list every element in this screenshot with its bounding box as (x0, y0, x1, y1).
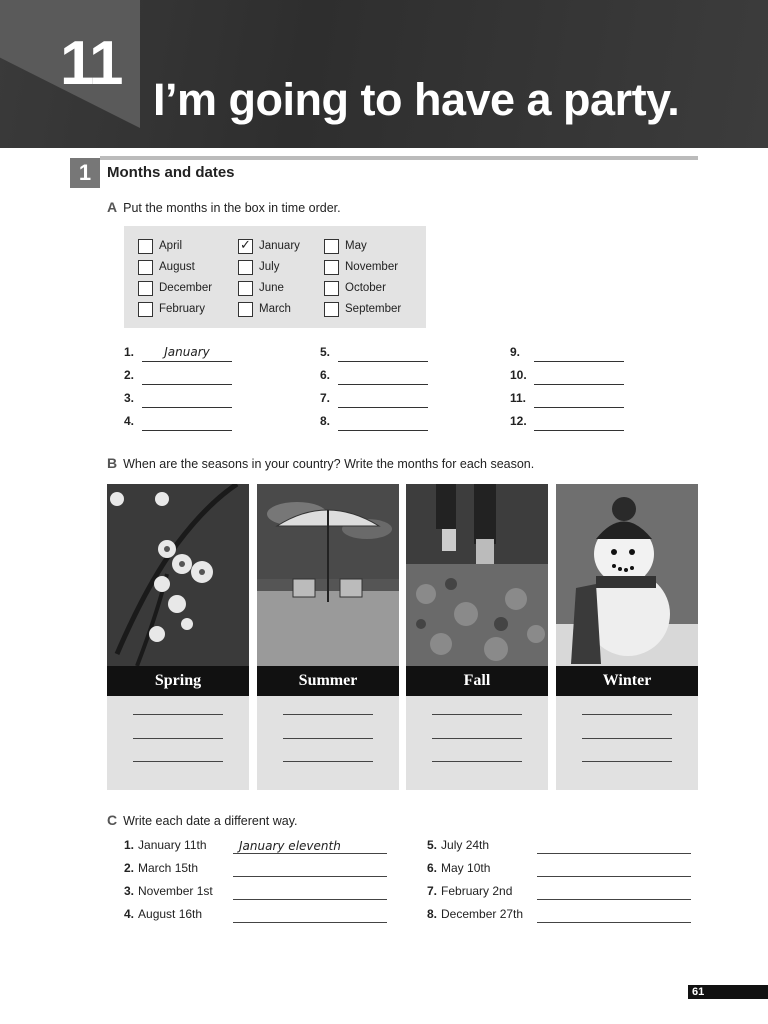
date-number: 7. (427, 884, 438, 898)
date-number: 8. (427, 907, 438, 921)
date-answer-line[interactable]: January eleventh (233, 838, 387, 854)
date-item (124, 838, 207, 852)
section-rule (100, 156, 698, 160)
summer-beach-photo (257, 484, 399, 666)
month-label: May (345, 240, 367, 252)
month-label: April (159, 240, 183, 252)
answer-number: 10. (510, 368, 527, 382)
part-letter: A (107, 199, 118, 215)
date-answer-line[interactable] (537, 838, 691, 854)
answer-number: 12. (510, 414, 527, 428)
unit-banner (0, 0, 768, 148)
answer-line[interactable] (534, 343, 624, 362)
date-number: 6. (427, 861, 438, 875)
section-title: Months and dates (107, 164, 235, 181)
date-number: 2. (124, 861, 135, 875)
date-item (427, 838, 489, 852)
part-letter: C (107, 812, 118, 828)
answer-number: 5. (320, 345, 331, 359)
instruction-text: Put the months in the box in time order. (123, 201, 341, 215)
month-checkbox[interactable] (324, 281, 339, 296)
write-line[interactable] (133, 761, 223, 762)
answer-number: 3. (124, 391, 135, 405)
answer-line[interactable] (534, 389, 624, 408)
answer-line[interactable] (338, 412, 428, 431)
month-label: August (159, 261, 195, 273)
month-checkbox[interactable] (138, 260, 153, 275)
date-item (427, 884, 512, 898)
season-label: Spring (107, 666, 249, 696)
month-checkbox[interactable] (238, 239, 253, 254)
write-line[interactable] (582, 761, 672, 762)
answer-line[interactable] (338, 366, 428, 385)
month-label: February (159, 303, 206, 315)
date-text: August 16th (138, 907, 203, 921)
month-label: September (345, 303, 402, 315)
date-item (124, 861, 198, 875)
date-text: July 24th (441, 838, 490, 852)
write-line[interactable] (432, 738, 522, 739)
answer-number: 4. (124, 414, 135, 428)
section-number: 1 (70, 158, 100, 188)
month-checkbox[interactable] (138, 302, 153, 317)
instruction-c (107, 812, 298, 828)
date-answer-line[interactable] (537, 907, 691, 923)
date-number: 4. (124, 907, 135, 921)
season-card-fall (406, 484, 548, 790)
write-line[interactable] (133, 738, 223, 739)
month-checkbox[interactable] (138, 281, 153, 296)
answer-line[interactable] (338, 389, 428, 408)
date-number: 5. (427, 838, 438, 852)
spring-blossom-photo (107, 484, 249, 666)
fall-leaves-photo (406, 484, 548, 666)
instruction-b (107, 455, 534, 471)
season-card-spring (107, 484, 249, 790)
write-line[interactable] (582, 714, 672, 715)
write-line[interactable] (582, 738, 672, 739)
answer-line[interactable]: January (142, 343, 232, 362)
date-answer-line[interactable] (233, 861, 387, 877)
answer-line[interactable] (338, 343, 428, 362)
answer-line[interactable] (142, 366, 232, 385)
page-title: I’m going to have a party. (153, 74, 680, 125)
write-line[interactable] (283, 738, 373, 739)
answer-line[interactable] (142, 412, 232, 431)
answer-number: 6. (320, 368, 331, 382)
answer-number: 9. (510, 345, 521, 359)
date-text: December 27th (441, 907, 524, 921)
month-label: December (159, 282, 213, 294)
date-answer-line[interactable] (537, 861, 691, 877)
page-number: 61 (688, 985, 768, 999)
month-label: November (345, 261, 399, 273)
answer-number: 11. (510, 391, 527, 405)
month-label: October (345, 282, 386, 294)
month-checkbox[interactable] (324, 260, 339, 275)
month-checkbox[interactable] (238, 302, 253, 317)
month-checkbox[interactable] (238, 260, 253, 275)
write-line[interactable] (283, 761, 373, 762)
write-line[interactable] (283, 714, 373, 715)
write-line[interactable] (432, 714, 522, 715)
date-answer-line[interactable] (537, 884, 691, 900)
write-line[interactable] (133, 714, 223, 715)
season-card-winter (556, 484, 698, 790)
answer-number: 2. (124, 368, 135, 382)
date-item (124, 907, 202, 921)
season-label: Fall (406, 666, 548, 696)
answer-line[interactable] (534, 412, 624, 431)
answer-number: 8. (320, 414, 331, 428)
date-number: 1. (124, 838, 135, 852)
date-text: May 10th (441, 861, 491, 875)
season-label: Summer (257, 666, 399, 696)
check-icon: ✓ (240, 237, 251, 252)
date-item (427, 861, 490, 875)
part-letter: B (107, 455, 118, 471)
date-text: March 15th (138, 861, 199, 875)
answer-line[interactable] (534, 366, 624, 385)
answer-line[interactable] (142, 389, 232, 408)
date-answer-line[interactable] (233, 907, 387, 923)
date-text: January 11th (138, 838, 207, 852)
unit-number: 11 (60, 29, 122, 98)
month-checkbox[interactable] (324, 239, 339, 254)
month-checkbox[interactable] (324, 302, 339, 317)
season-label: Winter (556, 666, 698, 696)
date-item (124, 884, 213, 898)
instruction-text: Write each date a different way. (123, 814, 298, 828)
month-label: March (259, 303, 291, 315)
month-label: July (259, 261, 280, 273)
write-line[interactable] (432, 761, 522, 762)
date-number: 3. (124, 884, 135, 898)
date-text: November 1st (138, 884, 213, 898)
date-item (427, 907, 523, 921)
date-answer-line[interactable] (233, 884, 387, 900)
month-checkbox[interactable] (138, 239, 153, 254)
month-box (124, 226, 426, 328)
date-text: February 2nd (441, 884, 513, 898)
instruction-text: When are the seasons in your country? Write the months for each season. (123, 457, 535, 471)
season-card-summer (257, 484, 399, 790)
answer-number: 1. (124, 345, 135, 359)
month-checkbox[interactable] (238, 281, 253, 296)
month-label: June (259, 282, 284, 294)
instruction-a (107, 199, 341, 215)
winter-snowman-photo (556, 484, 698, 666)
month-label: January (259, 240, 300, 252)
answer-number: 7. (320, 391, 331, 405)
